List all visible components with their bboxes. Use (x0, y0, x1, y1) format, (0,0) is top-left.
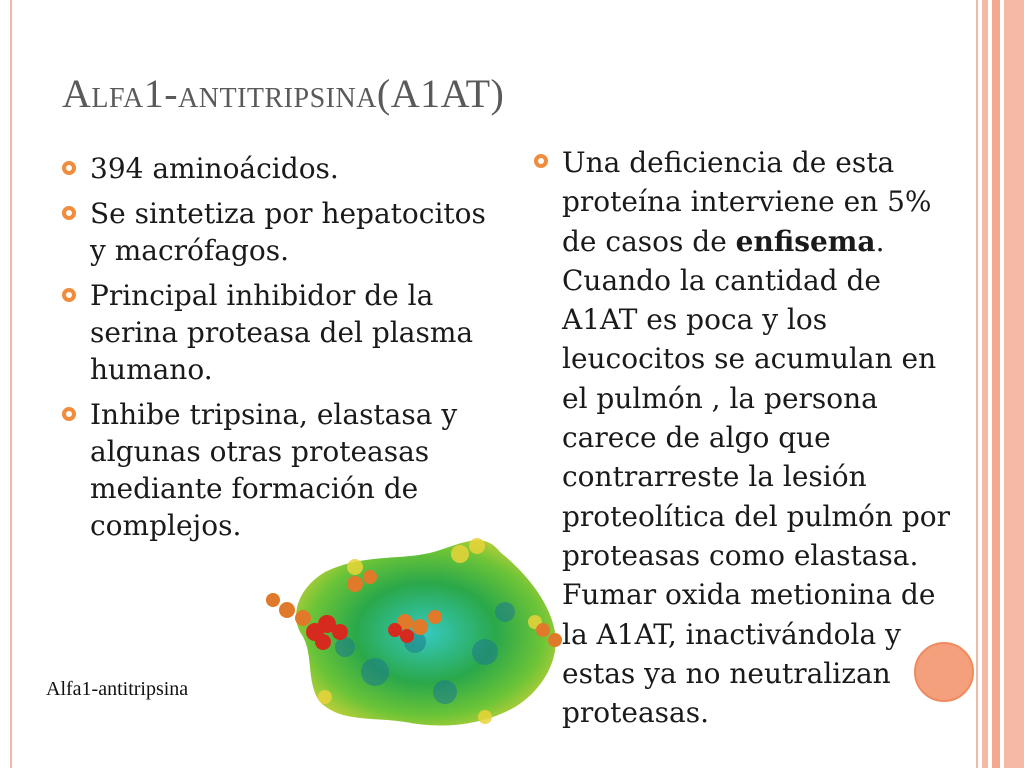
decorative-stripes (978, 0, 1024, 768)
bullet-ring-icon (62, 407, 76, 421)
bullet-ring-icon (62, 206, 76, 220)
image-caption: Alfa1-antitripsina (46, 678, 189, 700)
bullet-item (62, 195, 502, 269)
bullet-text: Se sintetiza por hepatocitos y macrófagos. (90, 197, 486, 267)
bullet-text-after: . Cuando la cantidad de A1AT es poca y los leucocitos se acumulan en el pulmón , la persona carece de algo que contrarreste la lesión proteolítica del pulmón por proteasas como elastasa. Fumar oxida metionina de la A1AT, inactivándola y estas ya no neutralizan proteasas. (562, 224, 951, 730)
slide-title: Alfa1-antitripsina(A1AT) (62, 71, 505, 116)
bullet-ring-icon (62, 288, 76, 302)
bullet-ring-icon (534, 154, 548, 168)
bullet-bold-term: enfisema (735, 224, 876, 258)
bullet-item (62, 150, 502, 187)
bullet-text: Inhibe tripsina, elastasa y algunas otras proteasas mediante formación de complejos. (90, 398, 458, 542)
bullet-text: 394 aminoácidos. (90, 152, 339, 185)
bullet-item (534, 143, 964, 732)
bullet-item (62, 277, 502, 388)
bullet-text-before: Una deficiencia de esta proteína interviene en 5% de casos de (562, 146, 932, 258)
bullet-ring-icon (62, 161, 76, 175)
protein-svg (255, 532, 565, 732)
bullet-item (62, 396, 502, 544)
right-bullet-list (534, 143, 964, 740)
left-bullet-list (62, 150, 502, 552)
protein-structure-image (255, 532, 565, 732)
decorative-circle (914, 642, 974, 702)
bullet-text: Principal inhibidor de la serina proteasa del plasma humano. (90, 279, 474, 386)
